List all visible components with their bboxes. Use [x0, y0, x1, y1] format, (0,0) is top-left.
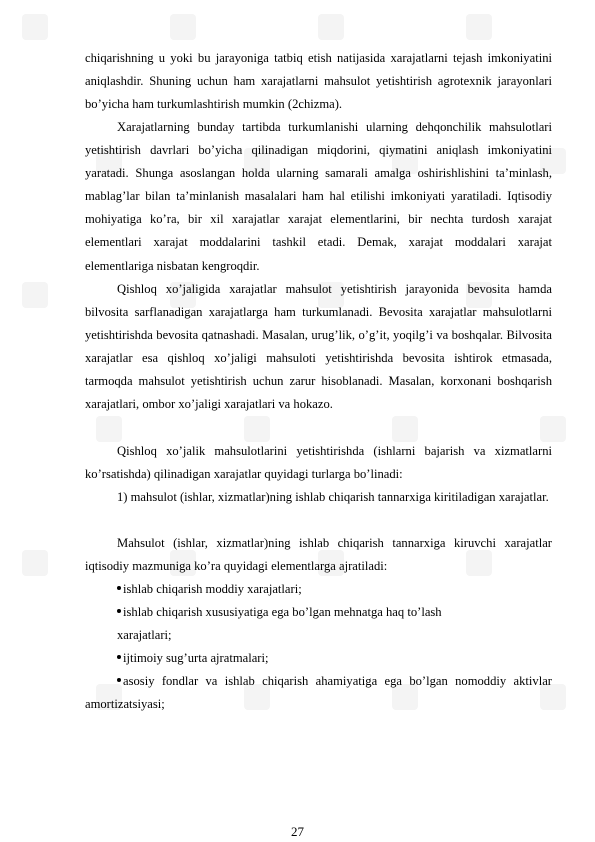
watermark-tile: [392, 416, 418, 442]
watermark-tile: [318, 14, 344, 40]
watermark-tile: [22, 282, 48, 308]
page-number: 27: [291, 824, 304, 839]
watermark-tile: [96, 416, 122, 442]
paragraph: Qishloq xo’jaligida xarajatlar mahsulot yetishtirish jarayonida bevosita hamda bilvosita sarflanadigan xarajatlarga ham turkumlanadi. Bevosita xarajatlar mahsulotlarni yetishtirishda bevosita qatnashadi. Masalan, urug’lik, o’g’it, yoqilg’i va boshqalar. Bilvosita xarajatlar esa qishloq xo’jaligi mahsuloti yetishtirishda bevosita ishtirok etmasada, tarmoqda mahsulot yetishtirish uchun zarur hisoblanadi. Masalan, korxonani boshqarish xarajatlari, ombor xo’jaligi xarajatlari va hokazo.: [85, 282, 552, 412]
watermark-tile: [170, 14, 196, 40]
bullet-icon: [117, 678, 121, 682]
bullet-text: ishlab chiqarish moddiy xarajatlari;: [123, 582, 302, 596]
bullet-continuation: xarajatlari;: [117, 628, 172, 642]
bullet-icon: [117, 586, 121, 590]
bullet-item: [117, 578, 552, 601]
watermark-tile: [466, 14, 492, 40]
bullet-icon: [117, 609, 121, 613]
bullet-item: [117, 601, 552, 624]
watermark-tile: [540, 416, 566, 442]
watermark-tile: [22, 550, 48, 576]
paragraph: Qishloq xo’jalik mahsulotlarini yetishtirishda (ishlarni bajarish va xizmatlarni ko’rsatishda) qilinadigan xarajatlar quyidagi turlarga bo’linadi:: [85, 444, 552, 482]
watermark-tile: [22, 14, 48, 40]
bullet-item: [85, 670, 552, 716]
paragraph: Xarajatlarning bunday tartibda turkumlanishi ularning dehqonchilik mahsulotlari yetishtirish davrlari bo’yicha qilinadigan miqdorini, qiymatini aniqlash imkoniyatini yaratadi. Shunga asoslangan holda ularning samarali amalga oshirishlishini ta’minlash, mablag’lar bilan ta’minlanish masalalari ham hal etilishi imkoniyati yaratiladi. Iqtisodiy mohiyatiga ko’ra, bir xil xarajatlar xarajat elementlarini, bir nechta turdosh xarajat elementlari xarajat moddalarini tashkil etadi. Demak, xarajat moddalari xarajat elementlariga nisbatan kengroqdir.: [85, 120, 552, 273]
watermark-tile: [244, 416, 270, 442]
bullet-text: asosiy fondlar va ishlab chiqarish ahamiyatiga ega bo’lgan nomoddiy aktivlar amortizatsiyasi;: [85, 674, 552, 712]
bullet-icon: [117, 655, 121, 659]
paragraph: 1) mahsulot (ishlar, xizmatlar)ning ishlab chiqarish tannarxiga kiritiladigan xarajatlar.: [117, 490, 549, 504]
bullet-item: [117, 647, 552, 670]
bullet-text: ijtimoiy sug’urta ajratmalari;: [123, 651, 269, 665]
paragraph: Mahsulot (ishlar, xizmatlar)ning ishlab chiqarish tannarxiga kiruvchi xarajatlar iqtisodiy mazmuniga ko’ra quyidagi elementlarga ajratiladi:: [85, 536, 552, 574]
paragraph: chiqarishning u yoki bu jarayoniga tatbiq etish natijasida xarajatlarni tejash imkoniyatini aniqlashdir. Shuning uchun ham xarajatlarni mahsulot yetishtirish agrotexnik jarayonlari bo’yicha ham turkumlashtirish mumkin (2chizma).: [85, 51, 552, 112]
bullet-text: ishlab chiqarish xususiyatiga ega bo’lgan mehnatga haq to’lash: [123, 605, 442, 619]
